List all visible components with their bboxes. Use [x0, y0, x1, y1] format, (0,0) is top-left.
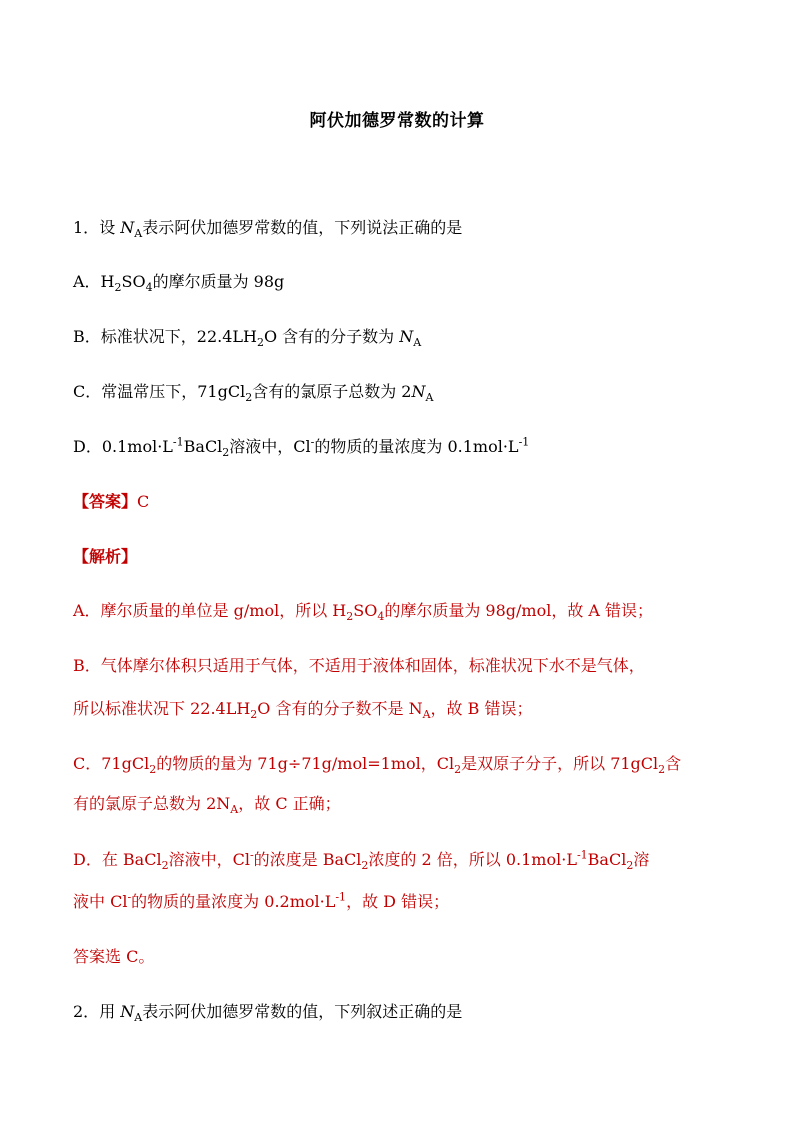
explanation-d-line2: 液中 Cl-的物质的量浓度为 $0.2mol\cdot L^{-1}$，故 D 错误；: [73, 890, 450, 911]
question-2-stem: 2．用 $N_A$表示阿伏加德罗常数的值，下列叙述正确的是: [73, 1002, 463, 1025]
explanation-b-line1: B．气体摩尔体积只适用于气体，不适用于液体和固体，标准状况下水不是气体，: [73, 656, 645, 675]
option-c: C．常温常压下，71gCl$_2$含有的氯原子总数为 $2N_A$: [73, 382, 434, 405]
question-1-stem: 1．设 $N_A$表示阿伏加德罗常数的值，下列说法正确的是: [73, 218, 463, 241]
answer-label: 【答案】: [73, 492, 138, 511]
option-d: D．$0.1mol\cdot L^{-1}BaCl_2$溶液中，Cl-的物质的量浓度为 $0.1mol\cdot L^{-1}$: [73, 435, 530, 460]
answer-line: [73, 490, 149, 514]
explanation-c-line1: C．71gCl$_2$的物质的量为 71g÷71g/mol=1mol，$Cl_2$是双原子分子，所以 71gCl$_2$含: [73, 754, 682, 777]
explanation-d-line1: D．在 BaCl$_2$溶液中，Cl-的浓度是 BaCl$_2$浓度的 2 倍，所以 $0.1mol\cdot L^{-1}BaCl_2$溶: [73, 848, 650, 873]
explanation-a: A．摩尔质量的单位是 g/mol，所以 $H_2SO_4$的摩尔质量为 98g/mol，故 A 错误；: [73, 601, 654, 624]
document-title: 阿伏加德罗常数的计算: [309, 111, 485, 131]
option-b: B．标准状况下，$22.4LH_2O$ 含有的分子数为 $N_A$: [73, 327, 422, 350]
conclusion: 答案选 C。: [73, 947, 155, 966]
explanation-c-line2: 有的氯原子总数为 $2N_A$，故 C 正确；: [73, 794, 341, 817]
explanation-b-line2: 所以标准状况下 $22.4LH_2O$ 含有的分子数不是 $N_A$，故 B 错误；: [73, 699, 533, 722]
answer-value: C: [137, 492, 150, 511]
analysis-label: 【解析】: [73, 547, 138, 566]
option-a: A．$H_2SO_4$的摩尔质量为 98g: [73, 272, 285, 295]
